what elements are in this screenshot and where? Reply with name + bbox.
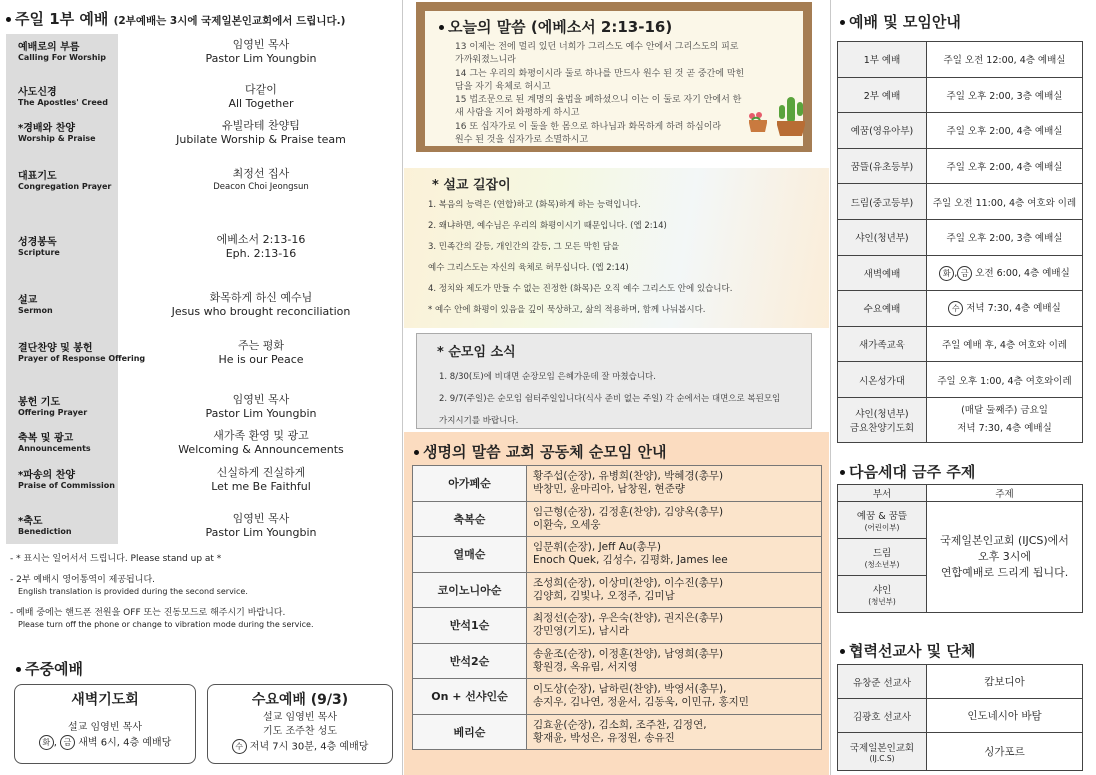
missionary-name: 국제일본인교회 (IJ.C.S): [838, 733, 927, 771]
schedule-name: 새가족교육: [838, 326, 927, 362]
dawn-preacher: 설교 임영빈 목사: [68, 722, 142, 733]
order-label-en: Congregation Prayer: [18, 182, 112, 191]
schedule-name: 시온성가대: [838, 362, 927, 398]
topic-cell: 국제일본인교회 (IJCS)에서 오후 3시에 연합예배로 드리게 됩니다.: [927, 502, 1083, 613]
order-value-kr: 최정선 집사: [232, 167, 290, 180]
bullet-icon: [6, 17, 11, 22]
first-service-title: 주일 1부 예배 (2부예배는 3시에 국제일본인교회에서 드립니다.): [6, 8, 345, 29]
column-divider: [830, 0, 831, 775]
order-label: [6, 79, 118, 115]
info-column: [832, 0, 1096, 775]
note-item: [10, 553, 395, 565]
order-label: [6, 425, 118, 462]
bullet-icon: [840, 649, 845, 654]
member-line: 이도상(순장), 남하린(찬양), 박영서(총무),: [533, 683, 727, 696]
order-label-en: The Apostles' Creed: [18, 98, 108, 107]
order-value: [126, 82, 396, 111]
sermon-point: 2. 왜냐하면, 예수님은 우리의 화평이시기 때문입니다. (엡 2:14): [428, 221, 667, 231]
order-label: [6, 287, 118, 335]
dept-cell: 드림 (청소년부): [838, 539, 927, 576]
cell-group-row: [413, 608, 822, 644]
note-item: [10, 574, 395, 598]
day-badge: 금: [957, 266, 972, 281]
member-line: 이환숙, 오세웅: [533, 518, 601, 531]
mission-place: 인도네시아 바탐: [927, 699, 1083, 733]
schedule-time: [927, 326, 1083, 362]
schedule-time-text: 주일 예배 후, 4층 여호와 이레: [941, 340, 1068, 352]
order-label-kr: 성경봉독: [18, 237, 57, 248]
cell-group-row: [413, 572, 822, 608]
order-label: [6, 115, 118, 163]
member-line: 강민영(기도), 남시라: [533, 625, 630, 638]
member-line: 임문휘(순장), Jeff Au(총무): [533, 541, 662, 554]
schedule-name: 예꿈(영유아부): [838, 113, 927, 149]
order-value-en: Pastor Lim Youngbin: [205, 52, 317, 65]
worship-order-column: [0, 0, 402, 775]
cell-group-name: 반석1순: [413, 608, 527, 644]
cell-group-name: 축복순: [413, 501, 527, 537]
schedule-time: [927, 291, 1083, 327]
order-value-en: Deacon Choi Jeongsun: [213, 182, 309, 192]
missionary-name: 유창준 선교사: [838, 665, 927, 699]
cell-group-members: [527, 714, 822, 750]
schedule-row: [838, 326, 1083, 362]
sermon-point: 예수 그리스도는 자신의 육체로 허무십니다. (엡 2:14): [428, 263, 629, 273]
verse-line: 담을 자기 육체로 허시고: [455, 81, 551, 92]
sermon-point: 3. 민족간의 갈등, 개인간의 갈등, 그 모든 막힌 담을: [428, 242, 620, 252]
schedule-row: [838, 77, 1083, 113]
cell-group-name: On + 선샤인순: [413, 679, 527, 715]
cell-group-row: [413, 466, 822, 502]
cell-group-members: [527, 608, 822, 644]
order-value-en: Jesus who brought reconciliation: [171, 305, 351, 318]
schedule-name: 새벽예배: [838, 255, 927, 291]
dept-header: 부서: [838, 485, 927, 502]
note-en: English translation is provided during the second service.: [18, 587, 248, 596]
news-item: 1. 8/30(토)에 비대면 순장모임 은혜가운데 잘 마쳤습니다.: [439, 372, 656, 382]
order-value-en: Welcoming & Announcements: [178, 443, 344, 456]
bullet-icon: [840, 20, 845, 25]
cell-group-row: [413, 679, 822, 715]
cell-group-members: [527, 537, 822, 573]
order-row: [6, 425, 396, 462]
verse-line: 새 사람을 지어 화평하게 하시고: [455, 108, 580, 119]
order-label-en: Calling For Worship: [18, 53, 106, 62]
wednesday-service-box: [207, 684, 393, 764]
bullet-icon: [840, 470, 845, 475]
order-label-en: Scripture: [18, 248, 60, 257]
dawn-prayer-title: 새벽기도회: [71, 692, 139, 708]
order-label-kr: 예배로의 부름: [18, 42, 80, 53]
cell-group-row: [413, 501, 822, 537]
verse-line: 16 또 십자가로 이 둘을 한 몸으로 하나님과 화목하게 하려 하심이라: [455, 121, 722, 132]
schedule-name: 2부 예배: [838, 77, 927, 113]
missions-table: [837, 664, 1083, 771]
schedule-time: [927, 148, 1083, 184]
verse-text: [455, 41, 775, 147]
order-label-kr: 사도신경: [18, 87, 57, 98]
member-line: 송윤조(순장), 이정훈(찬양), 남영희(총무): [533, 647, 724, 660]
note-kr: - 예배 중에는 핸드폰 전원을 OFF 또는 진동모드로 해주시기 바랍니다.: [10, 608, 286, 618]
order-value-en: Jubilate Worship & Praise team: [176, 133, 346, 146]
dawn-time: 화 , 금 새벽 6시, 4층 예배당: [15, 735, 195, 751]
order-label: [6, 163, 118, 229]
order-value: [126, 392, 396, 421]
order-value-en: Eph. 2:13-16: [225, 247, 297, 260]
schedule-row: [838, 397, 1083, 442]
schedule-name: 샤인(청년부) 금요찬양기도회: [838, 397, 927, 442]
order-value-en: Let me Be Faithful: [211, 480, 311, 493]
schedule-time-text: 주일 오후 2:00, 4층 예배실: [946, 126, 1063, 138]
worship-order-list: [6, 34, 396, 544]
cell-group-name: 아가페순: [413, 466, 527, 502]
cell-groups-table: [412, 465, 822, 750]
order-label-kr: 축복 및 광고: [18, 433, 74, 444]
order-value-en: All Together: [228, 97, 294, 110]
order-label-en: Benediction: [18, 527, 72, 536]
sermon-points: [428, 199, 813, 325]
wednesday-prayer: 기도 조주찬 성도: [263, 726, 337, 737]
cell-group-row: [413, 537, 822, 573]
cell-group-row: [413, 643, 822, 679]
order-value: [126, 338, 396, 367]
cell-group-name: 반석2순: [413, 643, 527, 679]
sermon-point: * 예수 안에 화평이 있음을 깊이 묵상하고, 삶의 적용하며, 함께 나눠봅시다.: [428, 305, 706, 315]
news-item: 2. 9/7(주일)은 순모임 쉼터주일입니다(식사 준비 없는 주일) 각 순에서는 대면으로 복된모임: [439, 394, 781, 404]
order-value: [126, 232, 396, 261]
schedule-time: (매달 둘째주) 금요일 저녁 7:30, 4층 예배실: [927, 397, 1083, 442]
order-label: [6, 462, 118, 508]
today-verse-board: [416, 2, 812, 152]
order-value: [126, 37, 396, 66]
dawn-prayer-box: [14, 684, 196, 764]
schedule-time: [927, 77, 1083, 113]
verse-line: 13 이제는 전에 멀리 있던 너희가 그리스도 예수 안에서 그리스도의 피로: [455, 42, 739, 52]
wednesday-service-title: 수요예배 (9/3): [251, 692, 349, 708]
order-label: [6, 389, 118, 425]
schedule-row: [838, 148, 1083, 184]
today-verse-title: 오늘의 말씀 (에베소서 2:13-16): [439, 16, 672, 37]
order-value-kr: 주는 평화: [237, 339, 284, 352]
schedule-time: 화 , 금 오전 6:00, 4층 예배실: [927, 255, 1083, 291]
order-label-en: Praise of Commission: [18, 481, 115, 490]
bullet-icon: [16, 667, 21, 672]
missions-title: 협력선교사 및 단체: [840, 640, 975, 661]
wednesday-preacher: 설교 임영빈 목사: [263, 712, 337, 723]
order-row: [6, 79, 396, 115]
order-value-en: Pastor Lim Youngbin: [205, 407, 317, 420]
schedule-time-text: 주일 오후 2:00, 4층 예배실: [946, 162, 1063, 174]
cactus-pot-icon: [773, 93, 809, 137]
worship-notes: [10, 553, 395, 640]
verse-line: 14 그는 우리의 화평이시라 둘로 하나를 만드사 원수 된 것 곧 중간에 막힌: [455, 68, 745, 79]
schedule-name: 샤인(청년부): [838, 219, 927, 255]
cell-news-title: * 순모임 소식: [437, 345, 516, 360]
member-line: 황원경, 옥유림, 서지영: [533, 660, 638, 673]
cell-group-members: [527, 643, 822, 679]
schedule-row: [838, 184, 1083, 220]
schedule-name: 수요예배: [838, 291, 927, 327]
order-row: [6, 229, 396, 287]
order-row: [6, 462, 396, 508]
order-value: [126, 428, 396, 457]
schedule-time: [927, 362, 1083, 398]
schedule-time-text: 주일 오후 1:00, 4층 여호와이레: [937, 375, 1072, 387]
order-label-kr: *파송의 찬양: [18, 470, 76, 481]
order-value-kr: 임영빈 목사: [232, 393, 290, 406]
schedule-row: [838, 255, 1083, 291]
mission-place: 캄보디아: [927, 665, 1083, 699]
schedule-time-text: 주일 오전 12:00, 4층 예배실: [943, 55, 1066, 67]
cell-group-name: 코이노니아순: [413, 572, 527, 608]
schedule-time: [927, 219, 1083, 255]
order-label: [6, 335, 146, 389]
order-label: [6, 508, 118, 544]
order-value-kr: 임영빈 목사: [232, 512, 290, 525]
note-en: Please turn off the phone or change to vibration mode during the service.: [18, 620, 314, 629]
cell-group-members: [527, 572, 822, 608]
cell-group-members: [527, 466, 822, 502]
order-label-en: Announcements: [18, 444, 91, 453]
member-line: 황주섭(순장), 유병희(찬양), 박혜경(총무): [533, 470, 724, 483]
next-generation-title: 다음세대 금주 주제: [840, 461, 975, 482]
verse-line: 가까워졌느니라: [455, 55, 516, 66]
order-row: [6, 335, 396, 389]
schedule-name: 꿈뜰(유초등부): [838, 148, 927, 184]
bullet-icon: [439, 25, 444, 30]
member-line: Enoch Quek, 김성수, 김평화, James lee: [533, 554, 728, 567]
schedule-time: [927, 42, 1083, 78]
order-value-kr: 에베소서 2:13-16: [216, 233, 306, 246]
member-line: 최정선(순장), 우은숙(찬양), 권지은(총무): [533, 612, 724, 625]
order-label: [6, 34, 118, 79]
verse-line: 원수 된 것을 십자가로 소멸하시고: [455, 135, 589, 146]
order-label-en: Sermon: [18, 306, 53, 315]
cell-group-name: 베리순: [413, 714, 527, 750]
order-row: [6, 163, 396, 229]
order-value-kr: 새가족 환영 및 광고: [213, 429, 309, 442]
weekday-worship-title: 주중예배: [16, 658, 83, 679]
order-value-kr: 신실하게 진실하게: [216, 466, 306, 479]
schedule-row: [838, 219, 1083, 255]
next-generation-table: [837, 484, 1083, 613]
note-kr: - 2부 예배시 영어통역이 제공됩니다.: [10, 575, 155, 585]
dept-cell: 샤인 (청년부): [838, 576, 927, 613]
dept-cell: 예꿈 & 꿈뜰 (어린이부): [838, 502, 927, 539]
mission-place: 싱가포르: [927, 733, 1083, 771]
note-kr: - * 표시는 일어서서 드립니다. Please stand up at *: [10, 554, 222, 564]
member-line: 송지우, 김나연, 정윤서, 김동욱, 이민규, 홍지민: [533, 696, 749, 709]
order-value: [126, 290, 396, 319]
sermon-column: [404, 0, 829, 775]
schedule-title: 예배 및 모임안내: [840, 11, 961, 32]
schedule-time-text: 저녁 7:30, 4층 예배실: [966, 303, 1061, 315]
order-label: [6, 229, 118, 287]
member-line: 박창민, 윤마리아, 남창원, 현준량: [533, 483, 685, 496]
flower-pot-icon: [743, 111, 771, 133]
order-value-en: Pastor Lim Youngbin: [205, 526, 317, 539]
schedule-name: 1부 예배: [838, 42, 927, 78]
order-value-kr: 화목하게 하신 예수님: [209, 291, 313, 304]
member-line: 김효윤(순장), 김소희, 조주찬, 김정연,: [533, 718, 707, 731]
order-row: [6, 115, 396, 163]
cell-news: [416, 333, 812, 429]
order-label-en: Worship & Praise: [18, 134, 96, 143]
schedule-row: [838, 113, 1083, 149]
order-label-en: Offering Prayer: [18, 408, 88, 417]
second-service-note: (2부예배는 3시에 국제일본인교회에서 드립니다.): [113, 15, 346, 27]
note-item: [10, 607, 395, 631]
schedule-time-text: 주일 오후 2:00, 3층 예배실: [946, 90, 1063, 102]
order-label-en: Prayer of Response Offering: [18, 354, 146, 363]
order-value: [126, 118, 396, 147]
member-line: 임근형(순장), 김정훈(찬양), 김양옥(총무): [533, 505, 724, 518]
sermon-guide-title: * 설교 길잡이: [432, 178, 511, 193]
order-label-kr: 결단찬양 및 봉헌: [18, 343, 93, 354]
day-badge: 화: [939, 266, 954, 281]
missionary-name: 김광호 선교사: [838, 699, 927, 733]
order-value-kr: 임영빈 목사: [232, 38, 290, 51]
cell-news-list: [439, 366, 809, 432]
cell-groups-section: [404, 432, 829, 775]
order-row: [6, 508, 396, 544]
cell-group-members: [527, 501, 822, 537]
schedule-time-text: 주일 오전 11:00, 4층 여호와 이레: [932, 197, 1077, 209]
column-divider: [402, 0, 403, 775]
schedule-row: [838, 42, 1083, 78]
order-value-kr: 유빌라테 찬양팀: [222, 119, 300, 132]
schedule-time-text: 주일 오후 2:00, 3층 예배실: [946, 233, 1063, 245]
sermon-point: 4. 정치와 제도가 만들 수 없는 진정한 (화목)은 오직 예수 그리스도 안에 있습니다.: [428, 284, 733, 294]
day-badge: 수: [948, 301, 963, 316]
schedule-time-text: 오전 6:00, 4층 예배실: [975, 267, 1070, 279]
schedule-row: [838, 362, 1083, 398]
schedule-row: [838, 291, 1083, 327]
wednesday-time: 수 저녁 7시 30분, 4층 예배당: [208, 739, 392, 755]
order-row: [6, 389, 396, 425]
member-line: 황재윤, 박성은, 유정원, 송유진: [533, 731, 675, 744]
order-value-en: He is our Peace: [218, 353, 304, 366]
order-row: [6, 34, 396, 79]
order-value: [126, 465, 396, 494]
order-value-kr: 다같이: [245, 83, 277, 96]
news-item: 가지시기를 바랍니다.: [439, 416, 519, 426]
schedule-table: [837, 41, 1083, 443]
tuesday-badge: 화: [39, 735, 54, 750]
wednesday-badge: 수: [232, 739, 247, 754]
cell-groups-title: 생명의 말씀 교회 공동체 순모임 안내: [414, 441, 666, 462]
order-row: [6, 287, 396, 335]
cell-group-name: 열매순: [413, 537, 527, 573]
cell-group-row: [413, 714, 822, 750]
member-line: 조성희(순장), 이상미(찬양), 이수진(총무): [533, 576, 724, 589]
bullet-icon: [414, 450, 419, 455]
schedule-name: 드림(중고등부): [838, 184, 927, 220]
order-value: [126, 511, 396, 540]
friday-badge: 금: [60, 735, 75, 750]
order-label-kr: *축도: [18, 516, 43, 527]
order-label-kr: 봉헌 기도: [18, 397, 61, 408]
schedule-time: [927, 113, 1083, 149]
sermon-point: 1. 복음의 능력은 (연합)하고 (화목)하게 하는 능력입니다.: [428, 200, 641, 210]
schedule-time: [927, 184, 1083, 220]
verse-line: 15 법조문으로 된 계명의 율법을 폐하셨으니 이는 이 둘로 자기 안에서 한: [455, 95, 742, 106]
order-value: [126, 166, 396, 194]
member-line: 김양희, 김빛나, 오정주, 김미남: [533, 589, 675, 602]
sermon-guide: [404, 168, 829, 328]
order-label-kr: 설교: [18, 295, 38, 306]
topic-header: 주제: [927, 485, 1083, 502]
order-label-kr: *경배와 찬양: [18, 123, 76, 134]
cell-group-members: [527, 679, 822, 715]
order-label-kr: 대표기도: [18, 171, 57, 182]
